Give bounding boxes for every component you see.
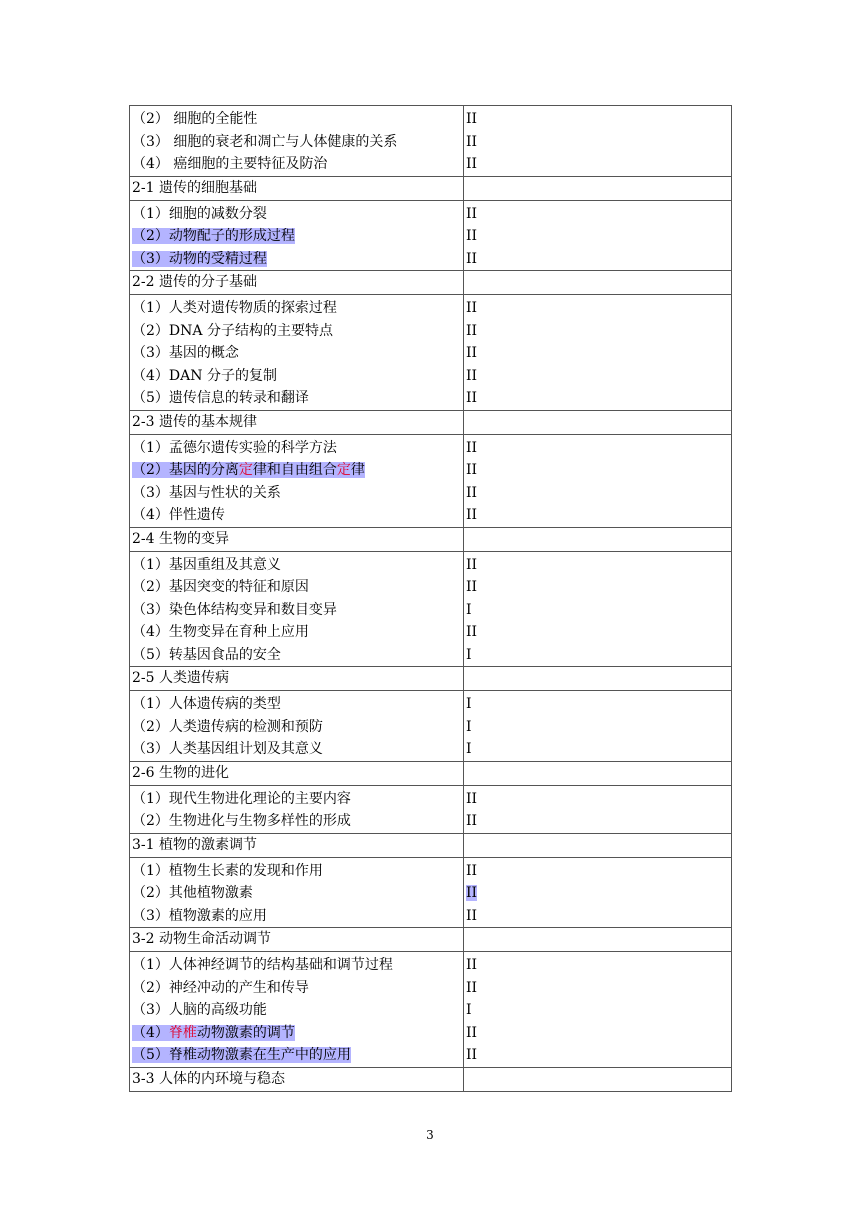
list-item [132, 342, 463, 365]
list-item [132, 644, 463, 667]
requirement-level [466, 131, 731, 154]
item-text [132, 647, 281, 663]
section-level-cell [464, 1067, 732, 1091]
text-segment: （1）现代生物进化理论的主要内容 [132, 790, 351, 807]
red-text-segment: 定 [238, 462, 253, 478]
text-segment: （3）动物的受精过程 [132, 250, 267, 267]
text-segment: 动物激素的调节 [196, 1024, 295, 1041]
level-text: II [466, 885, 478, 901]
text-segment: （3） 细胞的衰老和凋亡与人体健康的关系 [132, 133, 398, 150]
requirement-level [466, 882, 731, 905]
text-segment: （1）人体神经调节的结构基础和调节过程 [132, 957, 393, 973]
item-text [132, 507, 225, 523]
section-level-cell [464, 667, 732, 691]
text-segment: （2）DNA 分子结构的主要特点 [132, 322, 333, 339]
item-text [132, 908, 267, 924]
section-title: 2-6 生物的进化 [130, 761, 464, 785]
item-text [132, 1047, 351, 1063]
requirement-level [466, 905, 731, 928]
text-segment: （3）基因的概念 [132, 345, 239, 361]
level-text: II [466, 205, 478, 222]
level-text: II [466, 907, 478, 924]
list-item [132, 203, 463, 226]
table-body [130, 106, 732, 1092]
requirement-level [466, 999, 731, 1022]
requirement-level [466, 504, 731, 527]
list-item [132, 108, 463, 131]
list-item [132, 248, 463, 271]
red-text-segment: 脊椎 [168, 1024, 197, 1041]
text-segment: （1）基因重组及其意义 [132, 556, 281, 573]
items-row [130, 857, 732, 928]
item-text [132, 557, 281, 573]
items-cell [130, 434, 464, 527]
level-text: II [466, 1024, 478, 1041]
requirement-level [466, 342, 731, 365]
item-text [132, 741, 323, 757]
text-segment: （5）脊椎动物激素在生产中的应用 [132, 1047, 351, 1063]
requirement-level [466, 599, 731, 622]
list-item [132, 810, 463, 833]
level-text: II [466, 345, 478, 361]
requirement-level [466, 225, 731, 248]
section-level-cell [464, 833, 732, 857]
list-item [132, 954, 463, 977]
level-text: I [466, 718, 472, 735]
requirement-level [466, 297, 731, 320]
section-title: 2-4 生物的变异 [130, 527, 464, 551]
level-text: II [466, 979, 478, 996]
text-segment: （2）生物进化与生物多样性的形成 [132, 813, 351, 829]
list-item [132, 738, 463, 761]
requirement-level [466, 576, 731, 599]
levels-cell [464, 200, 732, 271]
level-text: II [466, 1047, 478, 1063]
text-segment: （2）动物配子的形成过程 [132, 228, 295, 244]
requirement-level [466, 248, 731, 271]
section-title: 3-3 人体的内环境与稳态 [130, 1067, 464, 1091]
list-item [132, 320, 463, 343]
text-segment: （3）人脑的高级功能 [132, 1002, 267, 1018]
items-cell [130, 200, 464, 271]
section-title: 3-1 植物的激素调节 [130, 833, 464, 857]
text-segment: （4）生物变异在育种上应用 [132, 624, 309, 640]
item-text [132, 134, 397, 150]
item-text [132, 791, 351, 807]
item-text [132, 1002, 267, 1018]
requirement-level [466, 365, 731, 388]
requirement-level [466, 738, 731, 761]
list-item [132, 716, 463, 739]
section-row [130, 833, 732, 857]
text-segment: （5）转基因食品的安全 [132, 646, 281, 663]
item-text [132, 1025, 295, 1041]
item-text [132, 602, 337, 618]
list-item [132, 905, 463, 928]
requirements-table [129, 105, 732, 1092]
text-segment: （3）基因与性状的关系 [132, 484, 281, 501]
list-item [132, 621, 463, 644]
item-text [132, 980, 309, 996]
text-segment: （3）植物激素的应用 [132, 907, 267, 924]
items-cell [130, 857, 464, 928]
levels-cell [464, 857, 732, 928]
level-text: II [466, 300, 478, 316]
text-segment: （2）其他植物激素 [132, 885, 253, 901]
section-level-cell [464, 410, 732, 434]
item-text [132, 957, 393, 973]
item-text [132, 624, 309, 640]
items-cell [130, 691, 464, 762]
section-level-cell [464, 761, 732, 785]
list-item [132, 882, 463, 905]
items-row [130, 691, 732, 762]
text-segment: （2）人类遗传病的检测和预防 [132, 718, 323, 735]
text-segment: （4） 癌细胞的主要特征及防治 [132, 156, 328, 172]
level-text: II [466, 579, 478, 595]
item-text [132, 462, 365, 478]
level-text: II [466, 250, 478, 267]
section-level-cell [464, 271, 732, 295]
red-text-segment: 定 [336, 462, 351, 478]
levels-cell [464, 785, 732, 833]
section-title: 3-2 动物生命活动调节 [130, 928, 464, 952]
text-segment: （5）遗传信息的转录和翻译 [132, 390, 309, 406]
requirement-level [466, 1044, 731, 1067]
item-text [132, 251, 267, 267]
item-text [132, 228, 295, 244]
text-segment: （2）神经冲动的产生和传导 [132, 979, 309, 996]
level-text: II [466, 228, 478, 244]
text-segment: （1）孟德尔遗传实验的科学方法 [132, 439, 337, 456]
items-row [130, 106, 732, 177]
item-text [132, 368, 277, 384]
text-segment: （1）人类对遗传物质的探索过程 [132, 300, 337, 316]
level-text: II [466, 156, 478, 172]
requirement-level [466, 554, 731, 577]
level-text: II [466, 790, 478, 807]
items-cell [130, 952, 464, 1068]
level-text: I [466, 601, 472, 618]
section-title: 2-2 遗传的分子基础 [130, 271, 464, 295]
level-text: II [466, 462, 478, 478]
list-item [132, 554, 463, 577]
level-text: I [466, 741, 472, 757]
section-title: 2-3 遗传的基本规律 [130, 410, 464, 434]
levels-cell [464, 295, 732, 411]
item-text [132, 300, 337, 316]
requirement-level [466, 153, 731, 176]
level-text: II [466, 862, 478, 879]
item-text [132, 719, 323, 735]
items-cell [130, 785, 464, 833]
section-row [130, 761, 732, 785]
requirement-level [466, 716, 731, 739]
item-text [132, 345, 239, 361]
section-row [130, 176, 732, 200]
levels-cell [464, 952, 732, 1068]
items-row [130, 295, 732, 411]
text-segment: （4）伴性遗传 [132, 507, 225, 523]
levels-cell [464, 551, 732, 667]
list-item [132, 153, 463, 176]
list-item [132, 225, 463, 248]
page-number: 3 [426, 1128, 434, 1142]
requirement-level [466, 387, 731, 410]
level-text: I [466, 696, 472, 712]
requirement-level [466, 459, 731, 482]
section-row [130, 271, 732, 295]
requirement-level [466, 644, 731, 667]
levels-cell [464, 691, 732, 762]
requirement-level [466, 977, 731, 1000]
item-text [132, 813, 351, 829]
section-row [130, 410, 732, 434]
section-row [130, 1067, 732, 1091]
list-item [132, 599, 463, 622]
requirement-level [466, 1022, 731, 1045]
requirement-level [466, 954, 731, 977]
item-text [132, 696, 281, 712]
section-row [130, 928, 732, 952]
list-item [132, 504, 463, 527]
item-text [132, 206, 267, 222]
items-row [130, 952, 732, 1068]
level-text: II [466, 624, 478, 640]
items-row [130, 200, 732, 271]
levels-cell [464, 106, 732, 177]
level-text: II [466, 367, 478, 384]
list-item [132, 482, 463, 505]
text-segment: （3）人类基因组计划及其意义 [132, 741, 323, 757]
list-item [132, 437, 463, 460]
list-item [132, 131, 463, 154]
item-text [132, 579, 309, 595]
section-row [130, 527, 732, 551]
level-text: II [466, 322, 478, 339]
item-text [132, 156, 327, 172]
text-segment: （2）基因的分离 [132, 462, 239, 478]
level-text: II [466, 111, 478, 127]
list-item [132, 1044, 463, 1067]
item-text [132, 323, 333, 339]
text-segment: 律和自由组合 [252, 462, 337, 478]
text-segment: （1）细胞的减数分裂 [132, 205, 267, 222]
level-text: I [466, 1002, 472, 1018]
text-segment: （1）人体遗传病的类型 [132, 696, 281, 712]
list-item [132, 387, 463, 410]
text-segment: （3）染色体结构变异和数目变异 [132, 601, 337, 618]
requirement-level [466, 320, 731, 343]
section-level-cell [464, 527, 732, 551]
item-text [132, 111, 257, 127]
section-row [130, 667, 732, 691]
level-text: II [466, 813, 478, 829]
items-row [130, 551, 732, 667]
text-segment: （2）基因突变的特征和原因 [132, 579, 309, 595]
requirement-level [466, 693, 731, 716]
list-item [132, 693, 463, 716]
requirement-level [466, 621, 731, 644]
items-row [130, 434, 732, 527]
level-text: II [466, 133, 478, 150]
section-title: 2-5 人类遗传病 [130, 667, 464, 691]
requirement-level [466, 203, 731, 226]
list-item [132, 788, 463, 811]
levels-cell [464, 434, 732, 527]
item-text [132, 863, 323, 879]
list-item [132, 860, 463, 883]
text-segment: （4）DAN 分子的复制 [132, 367, 277, 384]
requirement-level [466, 810, 731, 833]
item-text [132, 885, 253, 901]
items-cell [130, 295, 464, 411]
item-text [132, 485, 281, 501]
list-item [132, 576, 463, 599]
list-item [132, 459, 463, 482]
level-text: II [466, 390, 478, 406]
level-text: I [466, 646, 472, 663]
section-level-cell [464, 176, 732, 200]
level-text: II [466, 439, 478, 456]
level-text: II [466, 484, 478, 501]
requirement-level [466, 788, 731, 811]
text-segment: （1）植物生长素的发现和作用 [132, 862, 323, 879]
requirement-level [466, 860, 731, 883]
items-cell [130, 106, 464, 177]
items-row [130, 785, 732, 833]
text-segment: （4） [132, 1024, 169, 1041]
item-text [132, 390, 309, 406]
section-level-cell [464, 928, 732, 952]
list-item [132, 999, 463, 1022]
list-item [132, 1022, 463, 1045]
level-text: II [466, 556, 478, 573]
text-segment: 律 [350, 462, 365, 478]
requirement-level [466, 482, 731, 505]
list-item [132, 365, 463, 388]
text-segment: （2） 细胞的全能性 [132, 111, 258, 127]
section-title: 2-1 遗传的细胞基础 [130, 176, 464, 200]
list-item [132, 297, 463, 320]
requirement-level [466, 437, 731, 460]
level-text: II [466, 507, 478, 523]
items-cell [130, 551, 464, 667]
list-item [132, 977, 463, 1000]
requirement-level [466, 108, 731, 131]
item-text [132, 440, 337, 456]
level-text: II [466, 957, 478, 973]
